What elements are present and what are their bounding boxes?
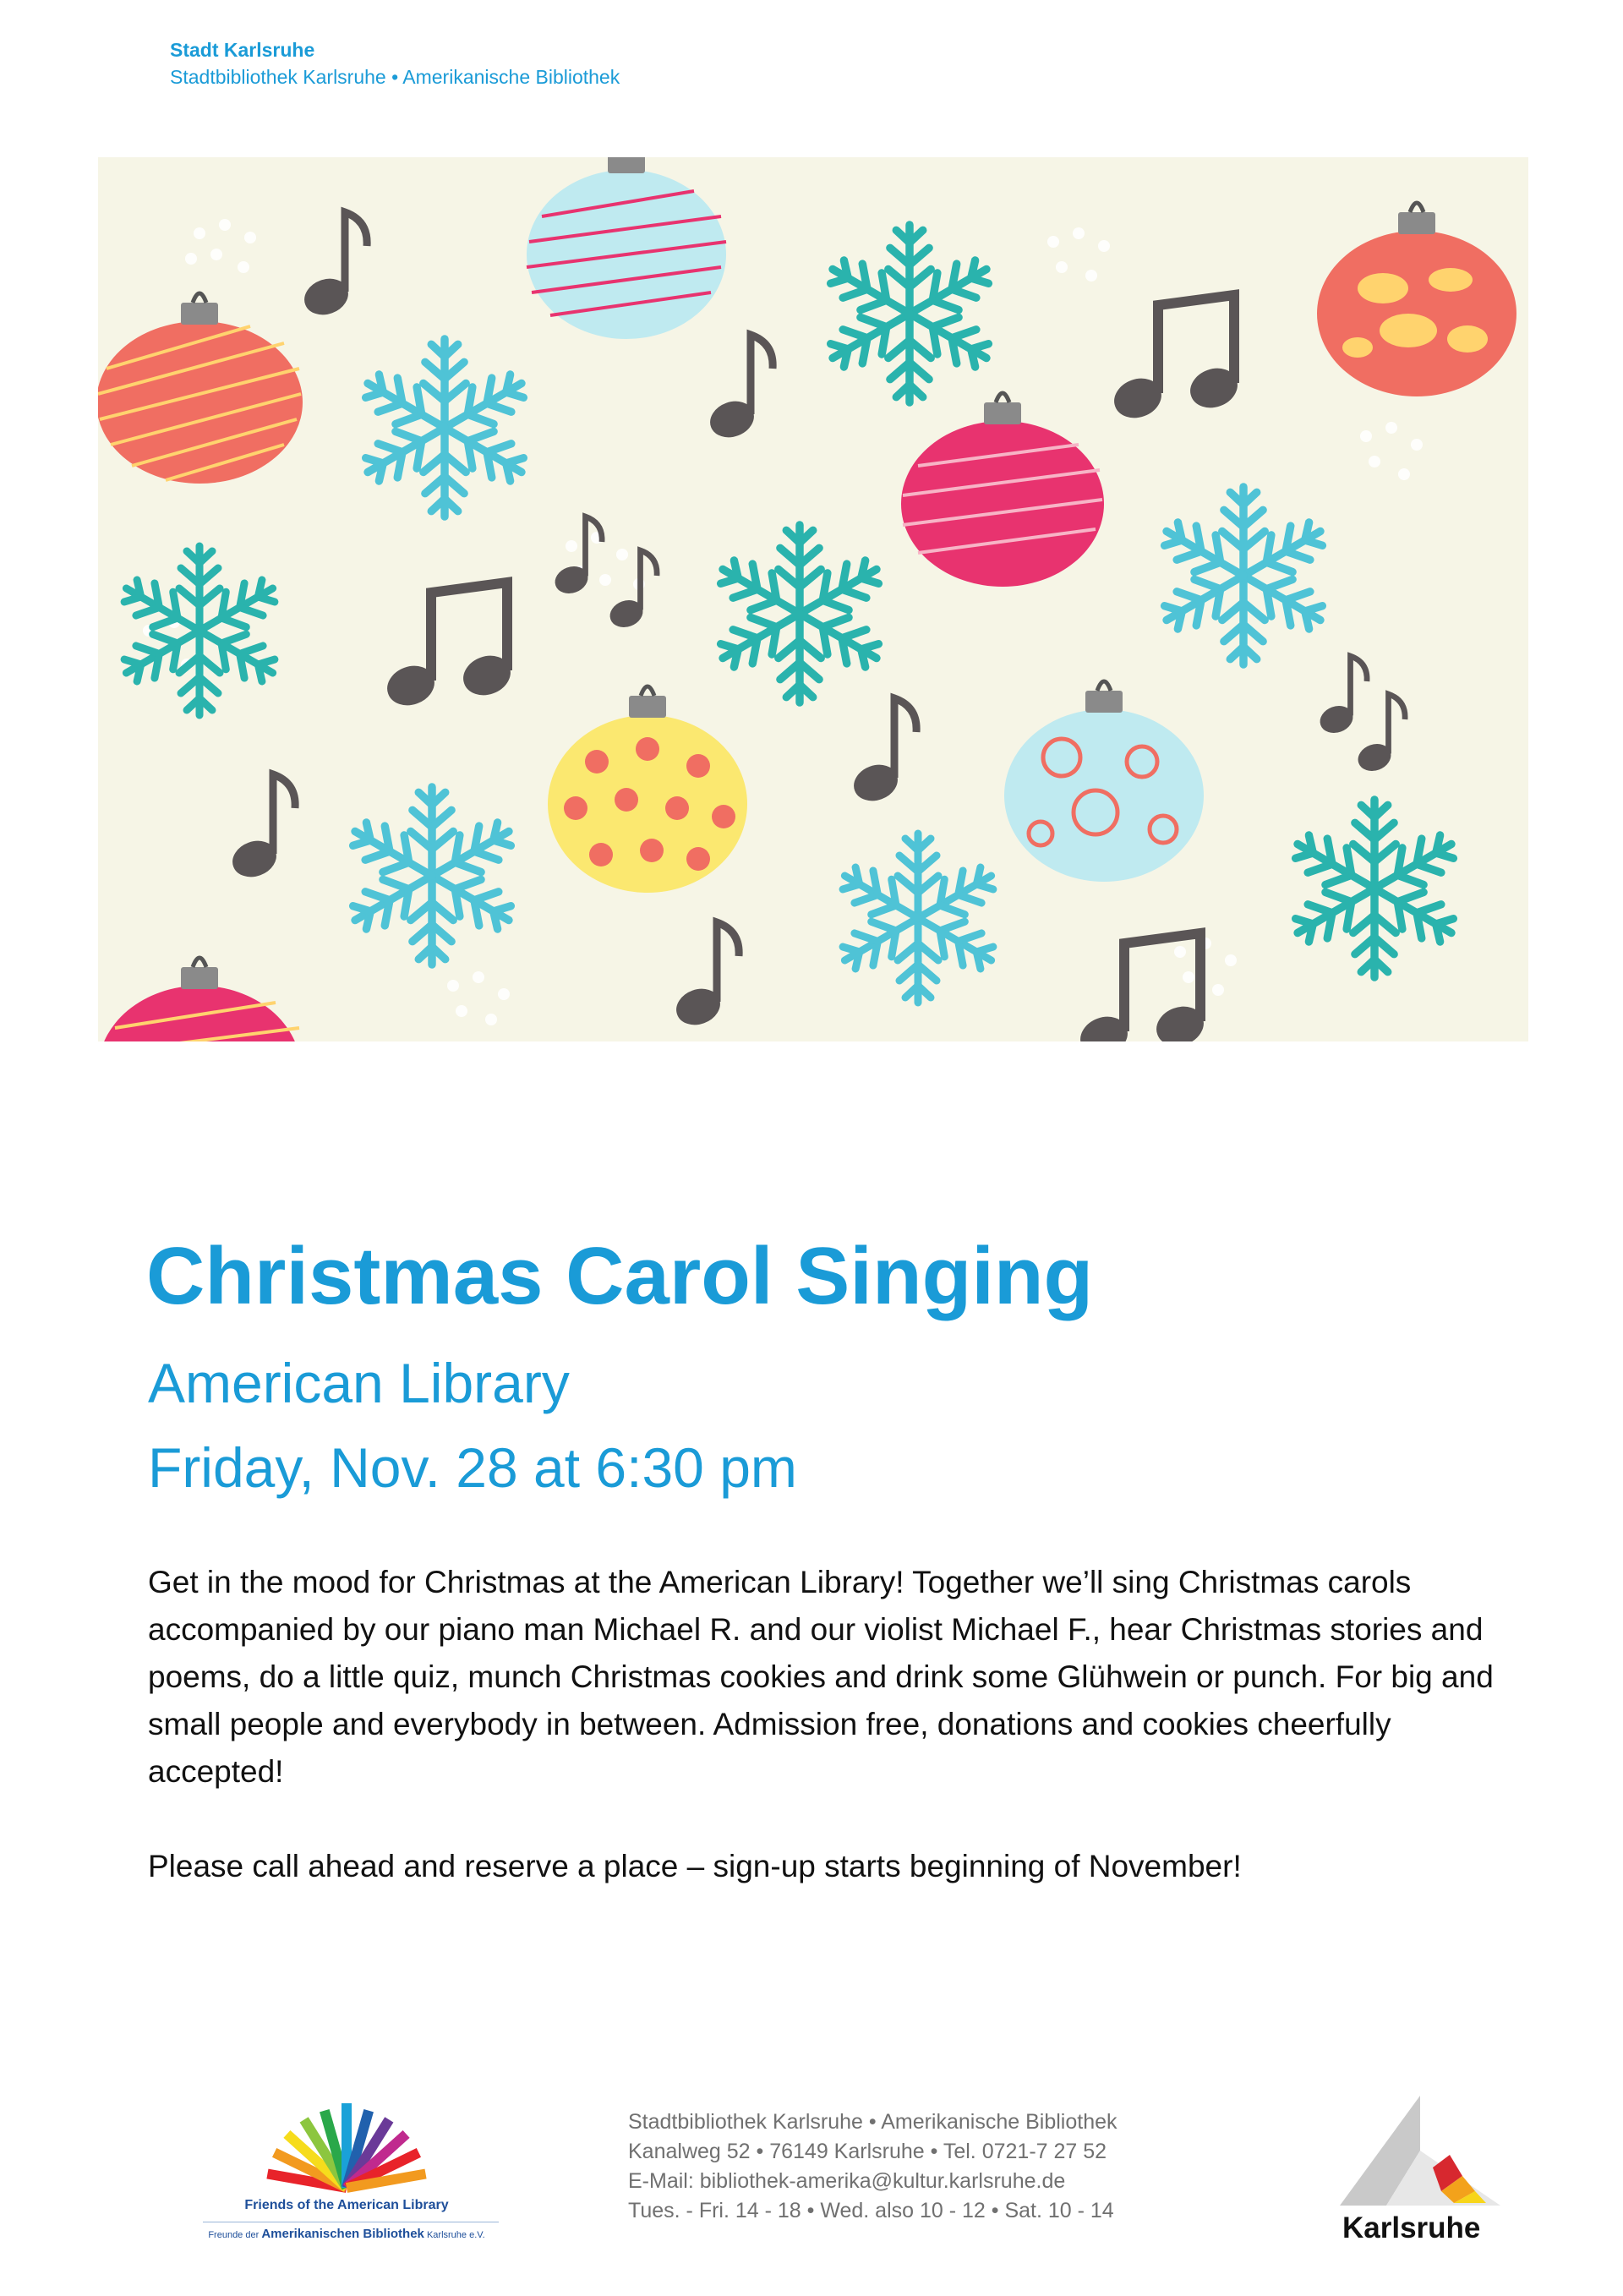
- contact-line-1: Stadtbibliothek Karlsruhe • Amerikanische Bibliothek: [628, 2110, 1118, 2134]
- footer-contact: [628, 2107, 1118, 2226]
- header-sub: Stadtbibliothek Karlsruhe • Amerikanische Bibliothek: [170, 66, 620, 88]
- karlsruhe-logo: [1336, 2091, 1505, 2252]
- book-fan-icon: [169, 2103, 524, 2196]
- event-location: American Library: [148, 1352, 570, 1414]
- friends-logo: [169, 2103, 524, 2247]
- header: [170, 37, 620, 91]
- friends-logo-title: Friends of the American Library: [244, 2198, 449, 2212]
- event-description: Get in the mood for Christmas at the American Library! Together we’ll sing Christmas carols accompanied by our piano man Michael R. and our violist Michael F., hear Christmas stories and poems, do a little quiz, munch Christmas cookies and drink some Glühwein or punch. For big and small people and everybody in between. Admission free, donations and cookies cheerfully accepted!: [148, 1565, 1494, 1789]
- friends-logo-subtitle: Freunde der Amerikanischen Bibliothek Karlsruhe e.V.: [208, 2227, 485, 2241]
- event-title: Christmas Carol Singing: [146, 1231, 1094, 1321]
- banner-illustration: [98, 157, 1528, 1041]
- event-body: [148, 1559, 1500, 1890]
- karlsruhe-logo-icon: [1336, 2091, 1505, 2210]
- karlsruhe-logo-name: Karlsruhe: [1342, 2211, 1481, 2244]
- header-org: Stadt Karlsruhe: [170, 39, 315, 61]
- event-note: Please call ahead and reserve a place – sign-up starts beginning of November!: [148, 1849, 1242, 1883]
- contact-line-2: Kanalweg 52 • 76149 Karlsruhe • Tel. 0721-7 27 52: [628, 2140, 1107, 2163]
- contact-line-3: E-Mail: bibliothek-amerika@kultur.karlsruhe.de: [628, 2169, 1066, 2193]
- contact-line-4: Tues. - Fri. 14 - 18 • Wed. also 10 - 12 • Sat. 10 - 14: [628, 2199, 1114, 2222]
- event-datetime: Friday, Nov. 28 at 6:30 pm: [148, 1436, 797, 1499]
